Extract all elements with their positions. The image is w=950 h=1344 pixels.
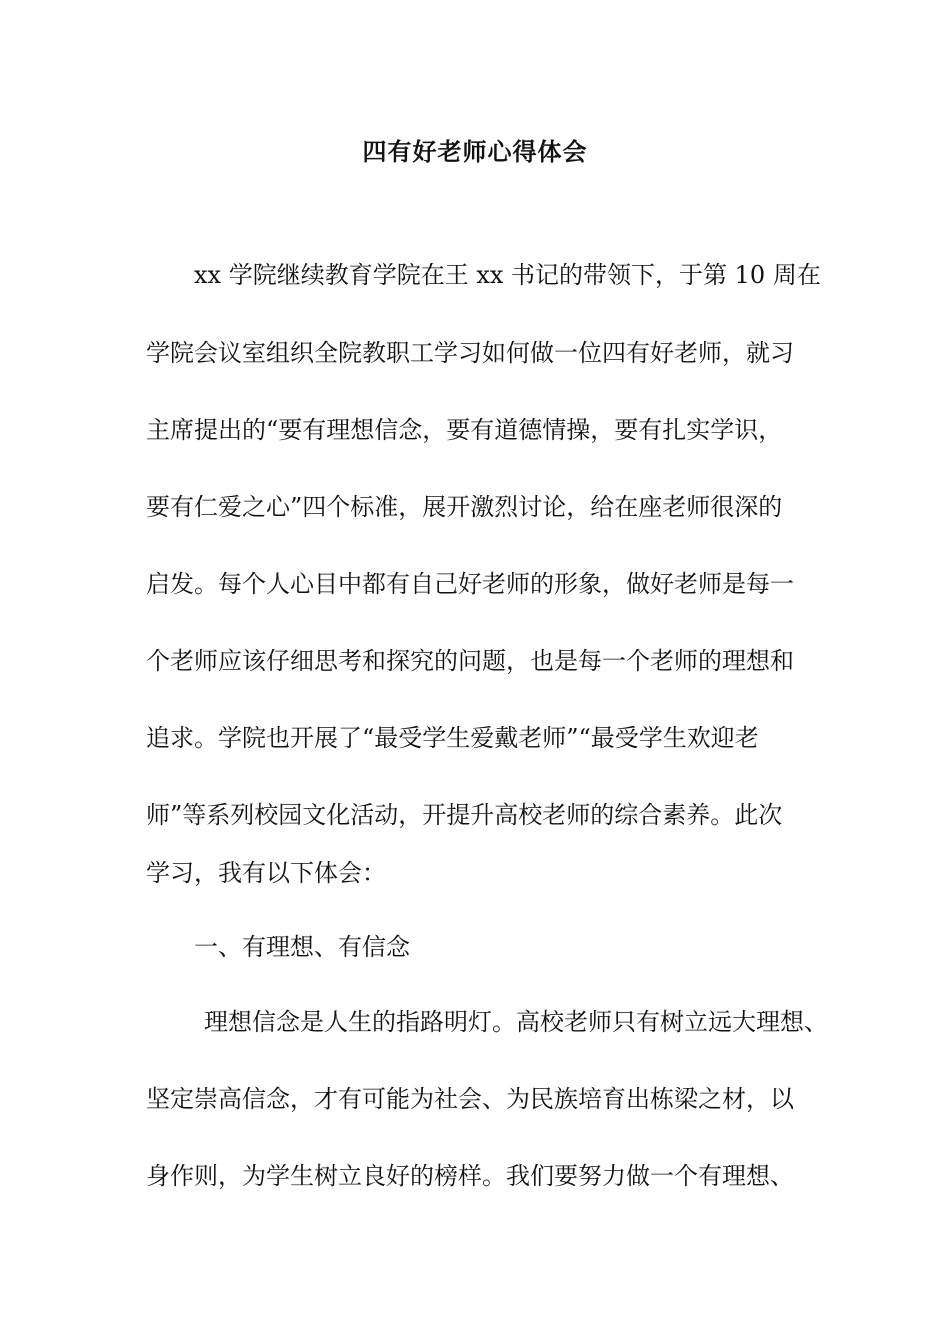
section-heading: 一、有理想、有信念 xyxy=(194,933,410,961)
paragraph-line: 学院会议室组织全院教职工学习如何做一位四有好老师，就习 xyxy=(146,339,794,367)
paragraph-line: 学习，我有以下体会： xyxy=(146,859,386,887)
paragraph-line: 坚定崇高信念，才有可能为社会、为民族培育出栋梁之材，以 xyxy=(146,1085,794,1113)
paragraph-line: 启发。每个人心目中都有自己好老师的形象，做好老师是每一 xyxy=(146,570,794,598)
paragraph-line: xx 学院继续教育学院在王 xx 书记的带领下，于第 10 周在 xyxy=(194,261,821,289)
paragraph-line: 身作则，为学生树立良好的榜样。我们要努力做一个有理想、 xyxy=(146,1162,794,1190)
paragraph-line: 追求。学院也开展了“最受学生爱戴老师”“最受学生欢迎老 xyxy=(146,724,759,752)
document-title: 四有好老师心得体会 xyxy=(362,137,588,166)
paragraph-line: 师”等系列校园文化活动，开提升高校老师的综合素养。此次 xyxy=(146,801,783,829)
paragraph-line: 个老师应该仔细思考和探究的问题，也是每一个老师的理想和 xyxy=(146,647,794,675)
paragraph-line: 理想信念是人生的指路明灯。高校老师只有树立远大理想、 xyxy=(204,1008,828,1036)
paragraph-line: 要有仁爱之心”四个标准，展开激烈讨论，给在座老师很深的 xyxy=(146,493,783,521)
paragraph-line: 主席提出的“要有理想信念，要有道德情操，要有扎实学识， xyxy=(146,416,783,444)
